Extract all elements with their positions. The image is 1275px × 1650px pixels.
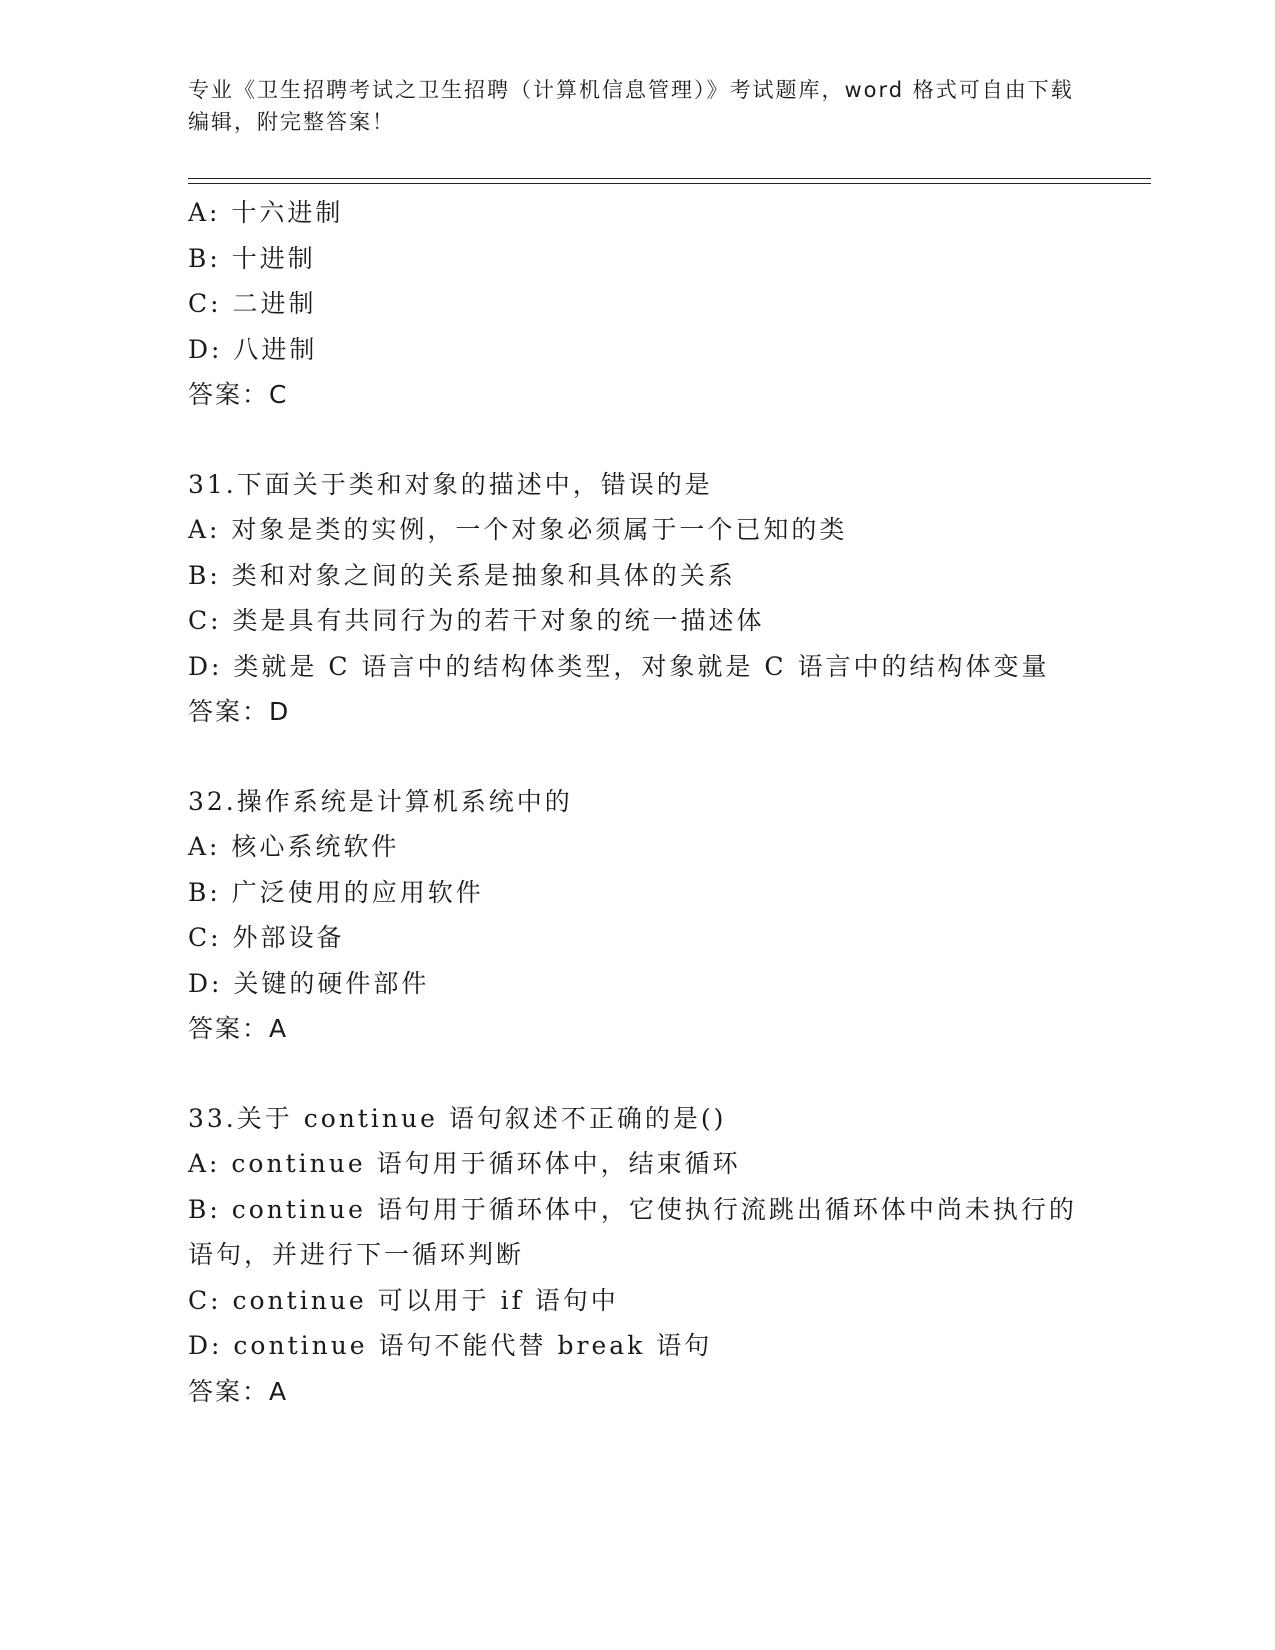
option-d: D: 类就是 C 语言中的结构体类型，对象就是 C 语言中的结构体变量	[188, 651, 1050, 681]
option-b: B: 广泛使用的应用软件	[188, 877, 484, 907]
option-b: B: 类和对象之间的关系是抽象和具体的关系	[188, 560, 736, 590]
option-d: D: 八进制	[188, 334, 318, 364]
option-c: C: 二进制	[188, 289, 317, 318]
question-33	[188, 1096, 1148, 1415]
option-b: B: 十进制	[188, 243, 316, 273]
answer: 答案：A	[188, 1376, 289, 1406]
answer: 答案：C	[188, 380, 289, 409]
answer: 答案：A	[188, 1014, 289, 1043]
header-rule-top	[188, 178, 1151, 179]
option-d: D: 关键的硬件部件	[188, 968, 430, 998]
option-a: A: 对象是类的实例，一个对象必须属于一个已知的类	[188, 515, 848, 544]
document-header: 专业《卫生招聘考试之卫生招聘（计算机信息管理）》考试题库，word 格式可自由下载编辑，附完整答案！	[188, 78, 1074, 134]
option-a: A: continue 语句用于循环体中，结束循环	[188, 1149, 741, 1178]
question-content	[188, 190, 1148, 1414]
answer: 答案：D	[188, 697, 291, 726]
question-stem: 33.关于 continue 语句叙述不正确的是()	[188, 1103, 727, 1133]
question-31	[188, 462, 1148, 735]
prev-question-block	[188, 190, 1148, 418]
option-a: A: 核心系统软件	[188, 832, 400, 861]
option-c: C: continue 可以用于 if 语句中	[188, 1285, 619, 1315]
header-rule-bottom	[188, 183, 1151, 184]
option-d: D: continue 语句不能代替 break 语句	[188, 1331, 713, 1360]
question-32	[188, 779, 1148, 1052]
option-b: B: continue 语句用于循环体中，它使执行流跳出循环体中尚未执行的语句，并进行下一循环判断	[188, 1194, 1077, 1269]
option-c: C: 类是具有共同行为的若干对象的统一描述体	[188, 606, 765, 635]
option-c: C: 外部设备	[188, 923, 345, 952]
option-a: A: 十六进制	[188, 198, 344, 227]
question-stem: 32.操作系统是计算机系统中的	[188, 786, 573, 816]
question-stem: 31.下面关于类和对象的描述中，错误的是	[188, 469, 713, 499]
